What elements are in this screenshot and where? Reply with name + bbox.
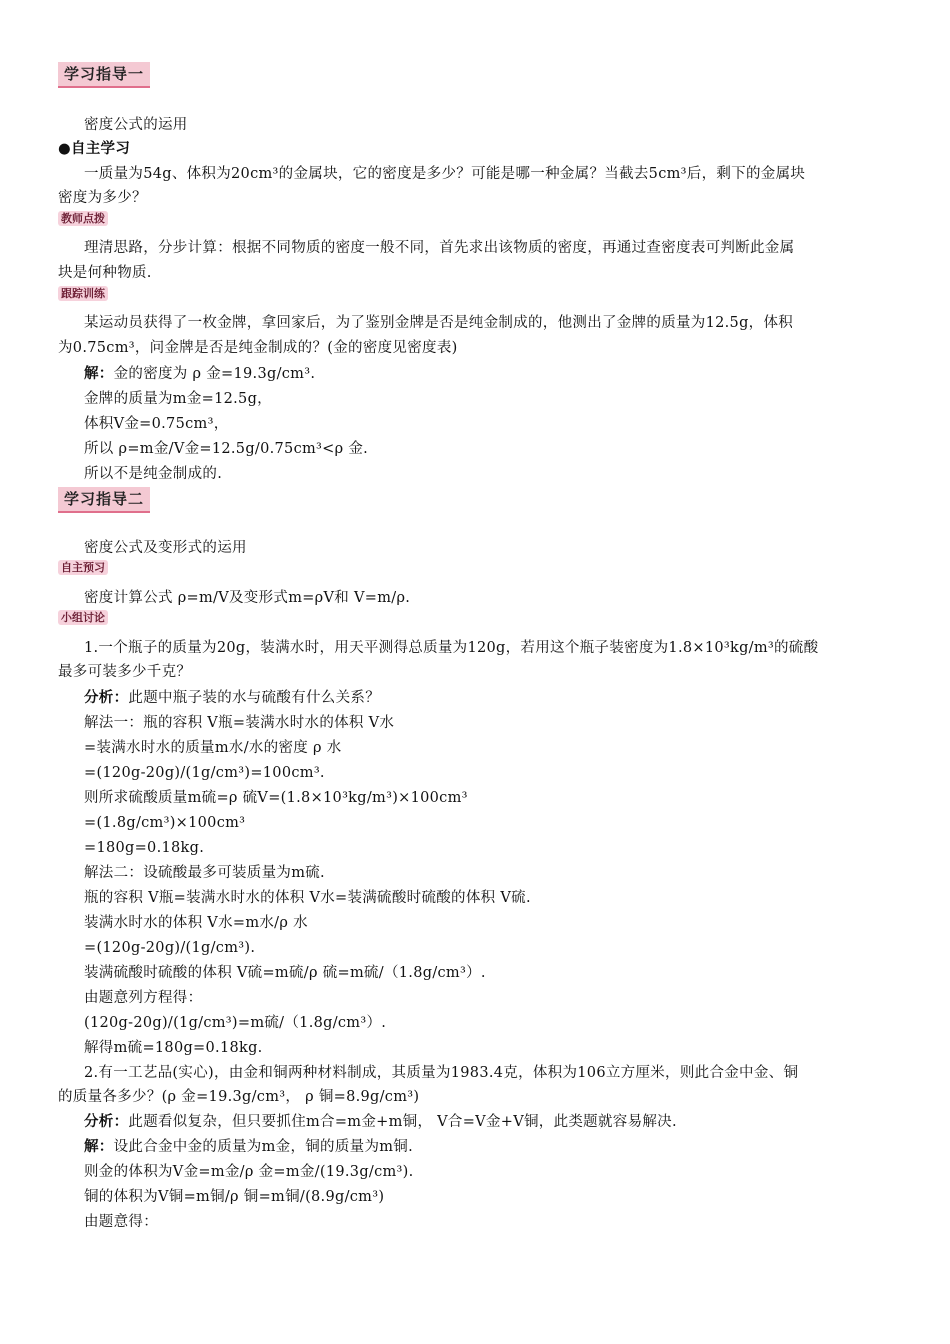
self-study-heading: ●自主学习 — [58, 141, 131, 157]
solution-2-text: 设此合金中金的质量为m金，铜的质量为m铜. — [113, 1139, 414, 1155]
teacher-tip-tag: 教师点拨 — [58, 211, 108, 226]
question-text: 一质量为54g、体积为20cm³的金属块，它的密度是多少？可能是哪一种金属？当截去5cm³后，剩下的金属块 — [84, 166, 806, 182]
method-2-line: =(120g-20g)/(1g/cm³). — [84, 940, 256, 956]
analysis-2-text: 此题看似复杂，但只要抓住m合=m金+m铜， V合=V金+V铜，此类题就容易解决. — [128, 1114, 677, 1130]
method-2-line: 瓶的容积 V瓶=装满水时水的体积 V水=装满硫酸时硫酸的体积 V硫. — [84, 890, 531, 906]
method-2-line: 装满硫酸时硫酸的体积 V硫=m硫/ρ 硫=m硫/（1.8g/cm³）. — [84, 965, 486, 981]
solution-2-label: 解： — [84, 1138, 114, 1155]
group-discussion-tag: 小组讨论 — [58, 610, 108, 625]
method-2-line: 装满水时水的体积 V水=m水/ρ 水 — [84, 915, 308, 931]
solution-2-line: 由题意得： — [84, 1214, 158, 1230]
solution-line: 金牌的质量为m金=12.5g， — [84, 391, 272, 407]
question-text: 密度为多少？ — [58, 190, 147, 206]
solution-2-line: 则金的体积为V金=m金/ρ 金=m金/(19.3g/cm³). — [84, 1164, 414, 1180]
method-2-line: 解法二：设硫酸最多可装质量为m硫. — [84, 865, 325, 881]
solution-line: 所以 ρ=m金/V金=12.5g/0.75cm³<ρ 金. — [84, 441, 369, 457]
method-2-line: 解得m硫=180g=0.18kg. — [84, 1040, 263, 1056]
method-1-line: =装满水时水的质量m水/水的密度 ρ 水 — [84, 740, 342, 756]
section-2-topic: 密度公式及变形式的运用 — [84, 540, 247, 556]
section-1-topic: 密度公式的运用 — [84, 117, 188, 133]
question-1: 最多可装多少千克？ — [58, 664, 192, 680]
section-2-banner: 学习指导二 — [58, 487, 150, 513]
section-1-banner: 学习指导一 — [58, 62, 150, 88]
solution-line: 体积V金=0.75cm³， — [84, 416, 229, 432]
method-1-line: 则所求硫酸质量m硫=ρ 硫V=(1.8×10³kg/m³)×100cm³ — [84, 790, 468, 806]
teacher-tip-text: 理清思路，分步计算：根据不同物质的密度一般不同，首先求出该物质的密度，再通过查密度表可判断此金属 — [84, 240, 795, 256]
method-1-line: =180g=0.18kg. — [84, 840, 205, 856]
solution-2-line — [84, 1137, 900, 1157]
solution-label: 解： — [84, 365, 114, 382]
solution-line: 所以不是纯金制成的. — [84, 466, 223, 482]
analysis-2-label: 分析： — [84, 1113, 129, 1130]
method-1-line: =(120g-20g)/(1g/cm³)=100cm³. — [84, 765, 325, 781]
analysis-label: 分析： — [84, 689, 129, 706]
analysis-2-line — [84, 1112, 900, 1132]
solution-line — [84, 364, 900, 384]
practice-question: 某运动员获得了一枚金牌，拿回家后，为了鉴别金牌是否是纯金制成的，他测出了金牌的质量为12.5g，体积 — [84, 315, 794, 331]
question-2: 2.有一工艺品(实心)，由金和铜两种材料制成，其质量为1983.4克，体积为106立方厘米，则此合金中金、铜 — [84, 1065, 799, 1081]
practice-question: 为0.75cm³，问金牌是否是纯金制成的？(金的密度见密度表) — [58, 340, 458, 356]
question-2: 的质量各多少？(ρ 金=19.3g/cm³， ρ 铜=8.9g/cm³) — [58, 1089, 420, 1105]
analysis-line — [84, 688, 900, 708]
solution-2-line: 铜的体积为V铜=m铜/ρ 铜=m铜/(8.9g/cm³) — [84, 1189, 385, 1205]
analysis-text: 此题中瓶子装的水与硫酸有什么关系？ — [128, 690, 381, 706]
tracking-practice-tag: 跟踪训练 — [58, 286, 108, 301]
method-2-line: 由题意列方程得： — [84, 990, 203, 1006]
method-1-line: 解法一：瓶的容积 V瓶=装满水时水的体积 V水 — [84, 715, 395, 731]
method-1-line: =(1.8g/cm³)×100cm³ — [84, 815, 246, 831]
self-preview-tag: 自主预习 — [58, 560, 108, 575]
question-1: 1.一个瓶子的质量为20g，装满水时，用天平测得总质量为120g，若用这个瓶子装密度为1.8×10³kg/m³的硫酸 — [84, 640, 819, 656]
solution-text: 金的密度为 ρ 金=19.3g/cm³. — [113, 366, 316, 382]
method-2-line: (120g-20g)/(1g/cm³)=m硫/（1.8g/cm³）. — [84, 1015, 387, 1031]
preview-text: 密度计算公式 ρ=m/V及变形式m=ρV和 V=m/ρ. — [84, 590, 411, 606]
teacher-tip-text: 块是何种物质. — [58, 265, 152, 281]
